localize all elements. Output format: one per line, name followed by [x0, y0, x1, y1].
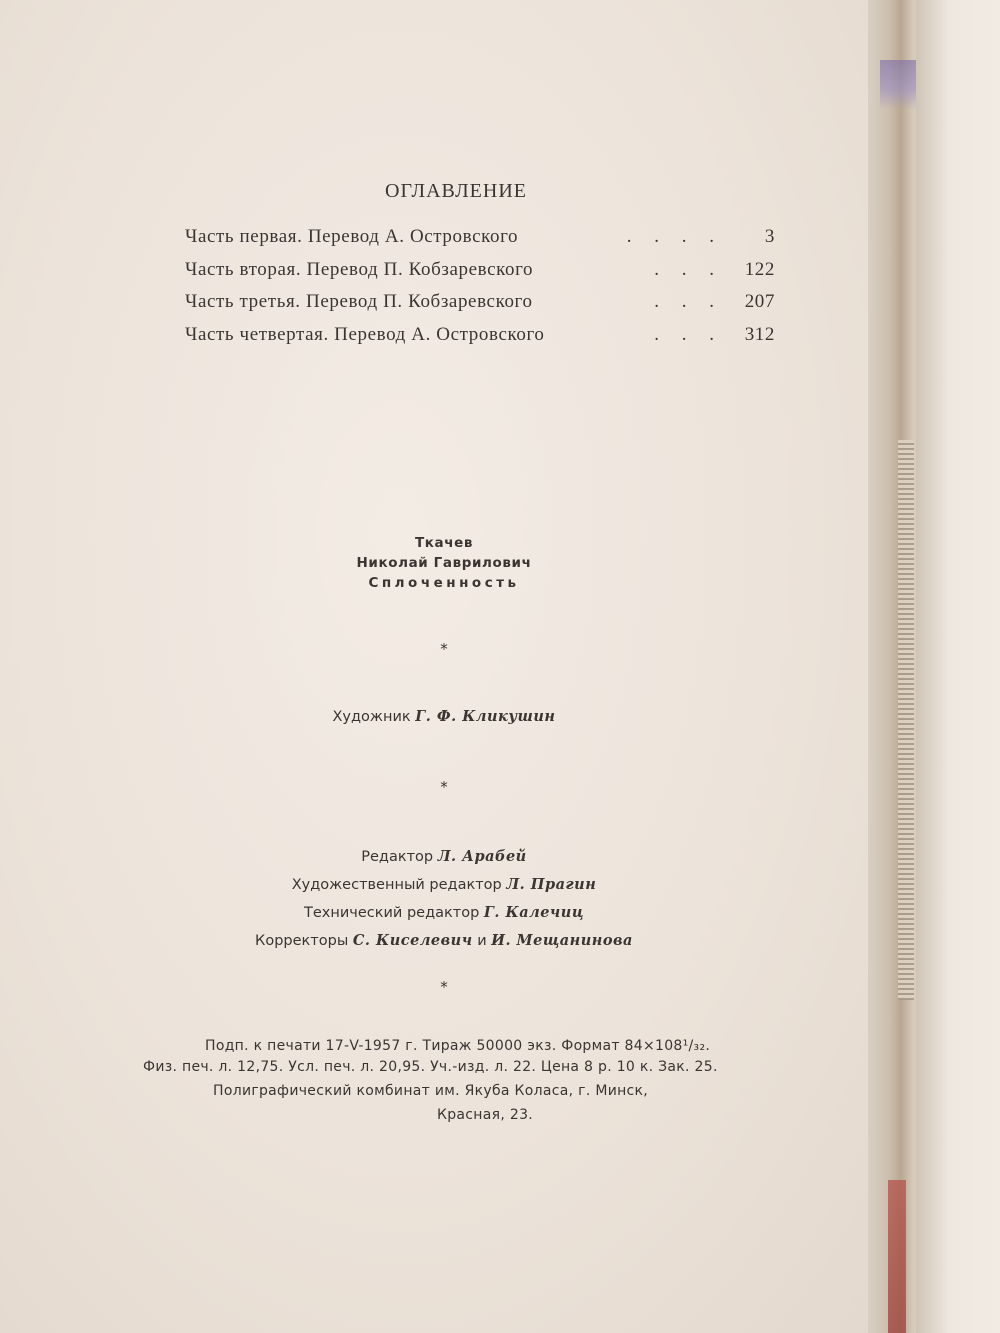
- tech-editor-label: Технический редактор: [304, 905, 480, 921]
- artist-label: Художник: [332, 709, 411, 725]
- toc-title: ОГЛАВЛЕНИЕ: [385, 180, 527, 202]
- spine-stitching: [898, 440, 914, 1000]
- editor-label: Редактор: [361, 849, 434, 865]
- toc-leader-dots: . . . .: [626, 226, 723, 247]
- toc-entry: [185, 291, 775, 324]
- author-surname: Ткачев: [414, 535, 474, 551]
- imprint-line-4: Красная, 23.: [437, 1107, 534, 1123]
- editor-credit: [0, 848, 888, 865]
- art-editor-label: Художественный редактор: [291, 877, 502, 893]
- artist-credit: [0, 708, 888, 725]
- art-editor-credit: [0, 876, 888, 893]
- table-of-contents: [185, 226, 775, 356]
- correctors-credit: [0, 932, 888, 949]
- toc-entry-page: 122: [744, 258, 775, 280]
- toc-leader-dots: . . .: [654, 323, 723, 345]
- separator-star: *: [440, 640, 448, 658]
- toc-entry-text: Часть первая. Перевод А. Островского: [185, 226, 519, 247]
- toc-entry: [185, 324, 775, 357]
- art-editor-name: Л. Прагин: [506, 876, 597, 893]
- spine-thread-mark: [880, 60, 920, 110]
- tech-editor-credit: [0, 904, 888, 921]
- toc-entry-text: Часть вторая. Перевод П. Кобзаревского: [185, 258, 534, 280]
- imprint-line-3: Полиграфический комбинат им. Якуба Коласа, г. Минск,: [213, 1083, 649, 1099]
- toc-entry: [185, 259, 775, 292]
- author-name: Николай Гаврилович: [356, 555, 532, 571]
- tech-editor-name: Г. Калечиц: [483, 904, 584, 921]
- toc-leader-dots: . . .: [654, 291, 723, 312]
- correctors-and: и: [477, 933, 487, 949]
- adjacent-page-edge: [916, 0, 1000, 1333]
- toc-entry-text: Часть четвертая. Перевод А. Островского: [185, 323, 545, 345]
- imprint-line-2: Физ. печ. л. 12,75. Усл. печ. л. 20,95. Уч.-изд. л. 22. Цена 8 р. 10 к. Зак. 25.: [143, 1059, 718, 1075]
- editor-name: Л. Арабей: [437, 848, 527, 865]
- toc-entry-page: 312: [744, 323, 775, 345]
- toc-entry-page: 207: [744, 291, 775, 312]
- imprint-line-1: Подп. к печати 17-V-1957 г. Тираж 50000 экз. Формат 84×108¹/₃₂.: [205, 1038, 711, 1054]
- separator-star: *: [440, 978, 448, 996]
- book-title: Сплоченность: [368, 575, 520, 591]
- toc-entry: [185, 226, 775, 259]
- cover-edge: [888, 1180, 906, 1333]
- toc-entry-text: Часть третья. Перевод П. Кобзаревского: [185, 291, 533, 312]
- corrector-2: И. Мещанинова: [491, 932, 633, 949]
- artist-name: Г. Ф. Кликушин: [415, 708, 556, 725]
- toc-entry-page: 3: [764, 226, 775, 247]
- toc-leader-dots: . . .: [654, 258, 723, 280]
- corrector-1: С. Киселевич: [352, 932, 473, 949]
- separator-star: *: [440, 778, 448, 796]
- correctors-label: Корректоры: [255, 933, 349, 949]
